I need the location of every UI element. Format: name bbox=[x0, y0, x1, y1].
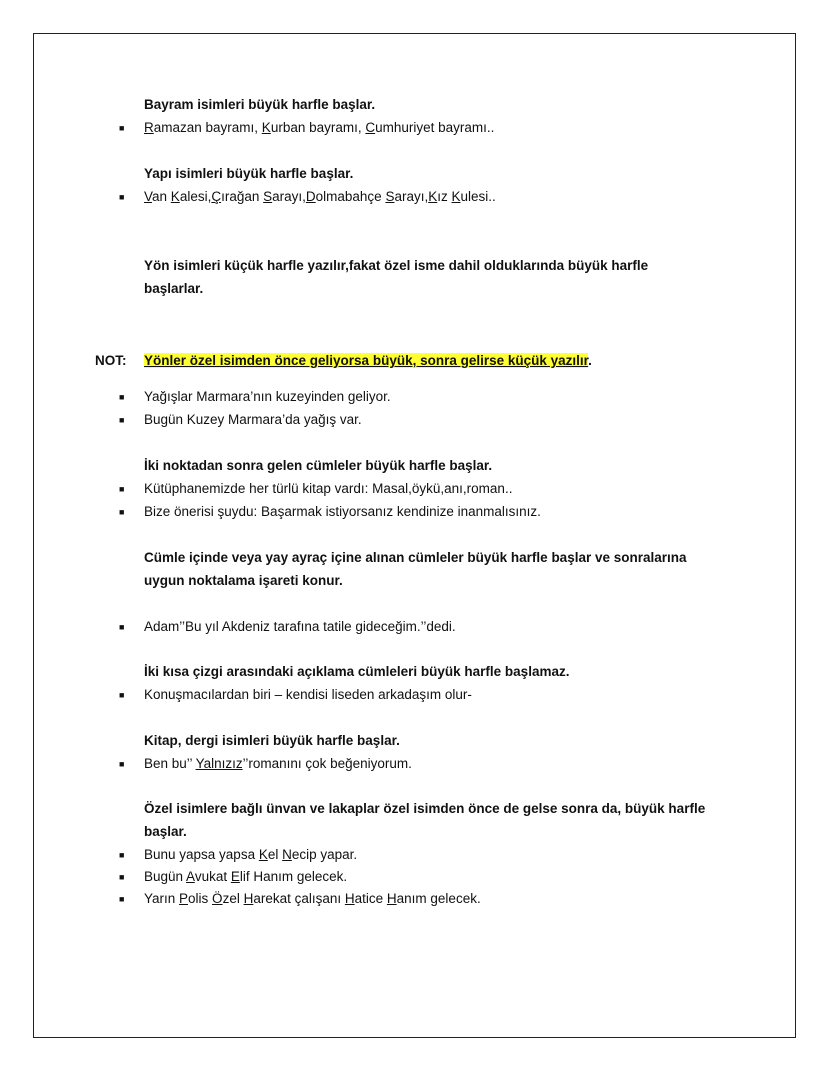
heading-kitap: Kitap, dergi isimleri büyük harfle başlar. bbox=[144, 733, 400, 748]
heading-iki-nokta: İki noktadan sonra gelen cümleler büyük harfle başlar. bbox=[144, 458, 493, 473]
bullet-marker: ■ bbox=[119, 872, 125, 882]
example-iki-nokta-2: Bize önerisi şuydu: Başarmak istiyorsanız kendinize inanmalısınız. bbox=[144, 504, 541, 519]
highlighted-note: Yönler özel isimden önce geliyorsa büyük, sonra gelirse küçük yazılır bbox=[144, 353, 589, 368]
bullet-marker: ■ bbox=[119, 690, 125, 700]
note-text: Yönler özel isimden önce geliyorsa büyük, sonra gelirse küçük yazılır. bbox=[144, 353, 592, 368]
heading-unvan-line2: başlar. bbox=[144, 824, 187, 839]
example-kitap: Ben bu’’ Yalnızız’’romanını çok beğeniyorum. bbox=[144, 756, 412, 771]
bullet-marker: ■ bbox=[119, 622, 125, 632]
bullet-marker: ■ bbox=[119, 759, 125, 769]
bullet-marker: ■ bbox=[119, 415, 125, 425]
bullet-marker: ■ bbox=[119, 392, 125, 402]
heading-kisa-cizgi: İki kısa çizgi arasındaki açıklama cümleleri büyük harfle başlamaz. bbox=[144, 664, 570, 679]
example-yon-1: Yağışlar Marmara’nın kuzeyinden geliyor. bbox=[144, 389, 391, 404]
example-bayram: Ramazan bayramı, Kurban bayramı, Cumhuriyet bayramı.. bbox=[144, 120, 495, 135]
example-kisa-cizgi: Konuşmacılardan biri – kendisi liseden arkadaşım olur- bbox=[144, 687, 472, 702]
heading-cumle-line1: Cümle içinde veya yay ayraç içine alınan cümleler büyük harfle başlar ve sonralarına bbox=[144, 550, 687, 565]
example-unvan-3: Yarın Polis Özel Harekat çalışanı Hatice Hanım gelecek. bbox=[144, 891, 481, 906]
bullet-marker: ■ bbox=[119, 192, 125, 202]
example-yon-2: Bugün Kuzey Marmara’da yağış var. bbox=[144, 412, 362, 427]
heading-yon-line2: başlarlar. bbox=[144, 281, 204, 296]
bullet-marker: ■ bbox=[119, 894, 125, 904]
heading-yapi: Yapı isimleri büyük harfle başlar. bbox=[144, 166, 354, 181]
example-unvan-1: Bunu yapsa yapsa Kel Necip yapar. bbox=[144, 847, 358, 862]
example-yapi: Van Kalesi,Çırağan Sarayı,Dolmabahçe Sarayı,Kız Kulesi.. bbox=[144, 189, 496, 204]
bullet-marker: ■ bbox=[119, 123, 125, 133]
note-label: NOT: bbox=[95, 353, 127, 368]
example-unvan-2: Bugün Avukat Elif Hanım gelecek. bbox=[144, 869, 348, 884]
example-cumle: Adam’’Bu yıl Akdeniz tarafına tatile gideceğim.’’dedi. bbox=[144, 619, 456, 634]
heading-unvan-line1: Özel isimlere bağlı ünvan ve lakaplar özel isimden önce de gelse sonra da, büyük harfle bbox=[144, 801, 706, 816]
heading-bayram: Bayram isimleri büyük harfle başlar. bbox=[144, 97, 376, 112]
heading-yon-line1: Yön isimleri küçük harfle yazılır,fakat özel isme dahil olduklarında büyük harfle bbox=[144, 258, 649, 273]
underlined-capital: R bbox=[144, 120, 154, 135]
example-iki-nokta-1: Kütüphanemizde her türlü kitap vardı: Masal,öykü,anı,roman.. bbox=[144, 481, 513, 496]
bullet-marker: ■ bbox=[119, 507, 125, 517]
heading-cumle-line2: uygun noktalama işareti konur. bbox=[144, 573, 343, 588]
bullet-marker: ■ bbox=[119, 484, 125, 494]
bullet-marker: ■ bbox=[119, 850, 125, 860]
